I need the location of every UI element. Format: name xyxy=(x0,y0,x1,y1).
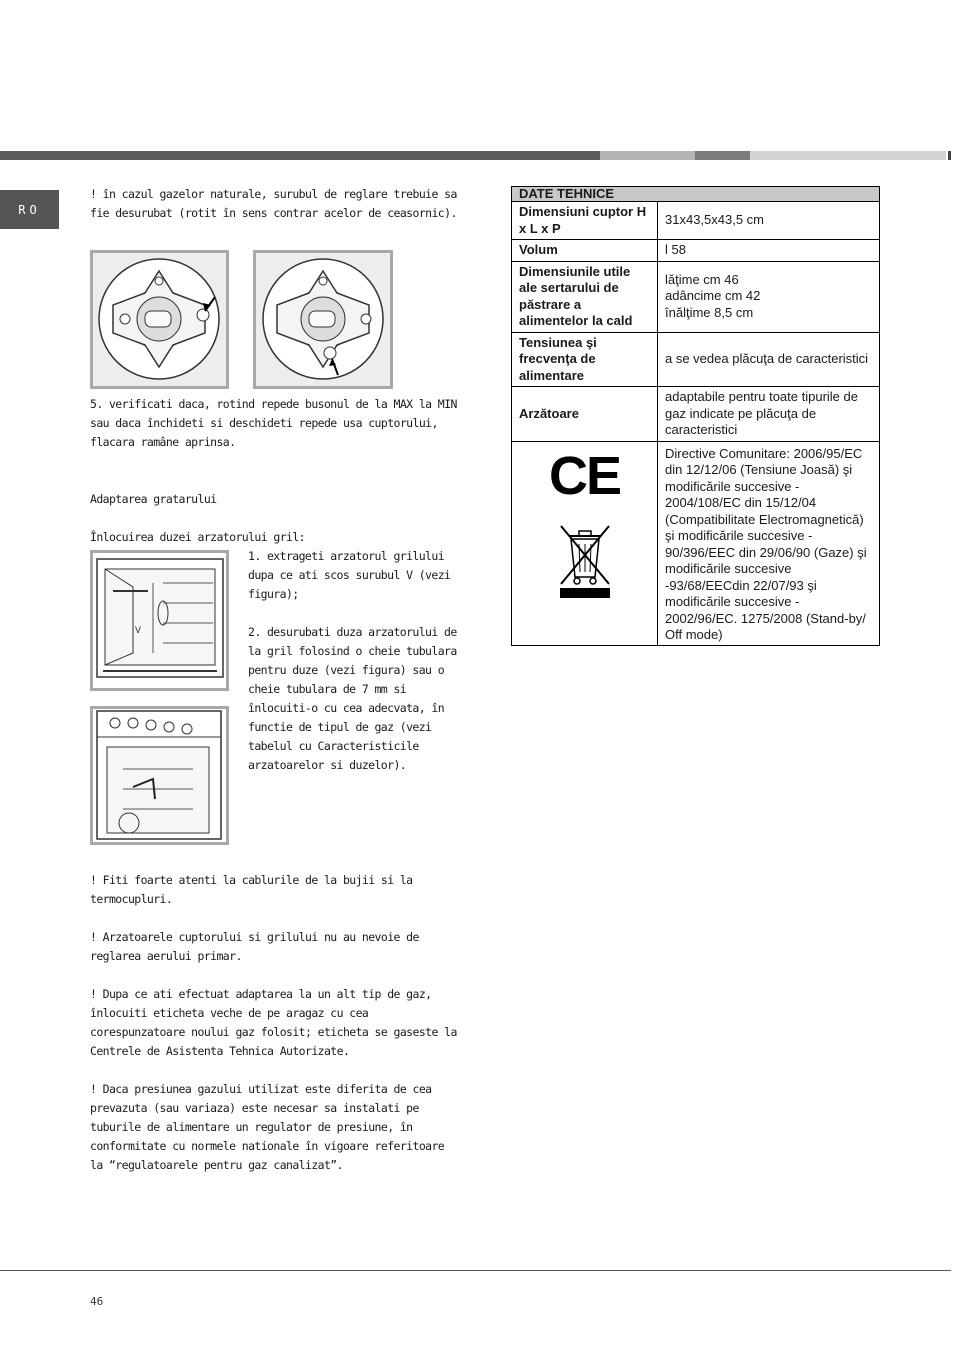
verify-step: 5. verificati daca, rotind repede busonul de la MAX la MIN sau daca închideti si deschideti repede usa cuptorului, flacara ramâne aprinsa. xyxy=(90,397,464,449)
replace-step-1: 1. extrageti arzatorul grilului dupa ce ati scos surubul V (vezi figura); xyxy=(248,549,457,601)
technical-data-table xyxy=(511,186,880,646)
note-pressure-regulator: ! Daca presiunea gazului utilizat este diferita de cea prevazuta (sau variaza) este necesar sa instalati pe tuburile de alimentare un regulator de presiune, în conformitate cu normele nationale în vigoare referitoare la “regulatoarele pentru gaz canalizat”. xyxy=(90,1082,451,1172)
oven-grill-diagram xyxy=(93,553,226,688)
note-label-change: ! Dupa ce ati efectuat adaptarea la un alt tip de gaz, înlocuiti eticheta veche de pe aragaz cu cea corespunzatoare noului gaz folosit; eticheta se gaseste la Centrele de Asistenta Tehnica Autorizate. xyxy=(90,987,464,1058)
row-key: Volum xyxy=(512,240,658,262)
table-row xyxy=(512,240,880,262)
row-key: Dimensiuni cuptor H x L x P xyxy=(512,202,658,240)
natural-gas-note: ! în cazul gazelor naturale, surubul de reglare trebuie sa fie desurubat (rotit în sens contrar acelor de ceasornic). xyxy=(90,187,464,220)
row-value: adaptabile pentru toate tipurile de gaz indicate pe plăcuţa de caracteristici xyxy=(658,387,880,442)
knob-diagram-2 xyxy=(256,253,390,386)
language-tab: RO xyxy=(0,190,59,229)
row-key: Arzătoare xyxy=(512,387,658,442)
header-bar-end xyxy=(948,151,951,160)
table-title: DATE TEHNICE xyxy=(512,187,880,202)
ce-mark-text: CE xyxy=(548,445,620,506)
knob-diagram-1 xyxy=(93,253,226,386)
section-heading-adapt: Adaptarea gratarului xyxy=(90,492,217,506)
table-row-directives xyxy=(512,441,880,645)
table-row xyxy=(512,202,880,240)
note-primary-air: ! Arzatoarele cuptorului si grilului nu au nevoie de reglarea aerului primar. xyxy=(90,930,426,963)
header-bar-light xyxy=(750,151,946,160)
ce-mark xyxy=(519,445,650,506)
header-bar-dark xyxy=(0,151,600,160)
table-title-row xyxy=(512,187,880,202)
weee-bin-icon xyxy=(555,522,615,600)
header-bar-mid xyxy=(600,151,695,160)
oven-figure-2 xyxy=(90,706,229,845)
row-key: Tensiunea şi frecvenţa de alimentare xyxy=(512,332,658,387)
directive-text: Directive Comunitare: 2006/95/EC din 12/12/06 (Tensiune Joasă) şi modificările succesive - 2004/108/EC din 15/12/04 (Compatibilitate Electromagnetică) şi modificările succesive - 90/396/EEC din 29/06/90 (Gaze) şi modificările succesive -93/68/EECdin 22/07/93 şi modificările succesive - 2002/96/EC. 1275/2008 (Stand-by/ Off mode) xyxy=(658,441,880,645)
header-bar-dark-2 xyxy=(695,151,750,160)
knob-figure-1 xyxy=(90,250,229,389)
row-value: 31x43,5x43,5 cm xyxy=(658,202,880,240)
table-row xyxy=(512,332,880,387)
note-cables: ! Fiti foarte atenti la cablurile de la bujii si la termocupluri. xyxy=(90,873,419,906)
oven-figure-1 xyxy=(90,550,229,691)
replace-step-2: 2. desurubati duza arzatorului de la gril folosind o cheie tubulara pentru duze (vezi figura) sau o cheie tubulara de 7 mm si înlocuiti-o cu cea adecvata, în functie de tipul de gaz (vezi tabelul cu Caracteristicile arzatoarelor si duzelor). xyxy=(248,625,464,772)
row-value: l 58 xyxy=(658,240,880,262)
table-row xyxy=(512,387,880,442)
marks-cell xyxy=(512,441,658,645)
footer-rule xyxy=(0,1270,951,1271)
table-row xyxy=(512,261,880,332)
figure-label-v: V xyxy=(135,625,142,635)
row-value: a se vedea plăcuţa de caracteristici xyxy=(658,332,880,387)
row-value: lăţime cm 46 adâncime cm 42 înălţime 8,5 cm xyxy=(658,261,880,332)
page-number: 46 xyxy=(90,1295,104,1308)
knob-figure-2 xyxy=(253,250,393,389)
row-key: Dimensiunile utile ale sertarului de păstrare a alimentelor la cald xyxy=(512,261,658,332)
section-heading-replace: Înlocuirea duzei arzatorului gril: xyxy=(90,530,306,544)
oven-nozzle-diagram xyxy=(93,709,226,842)
